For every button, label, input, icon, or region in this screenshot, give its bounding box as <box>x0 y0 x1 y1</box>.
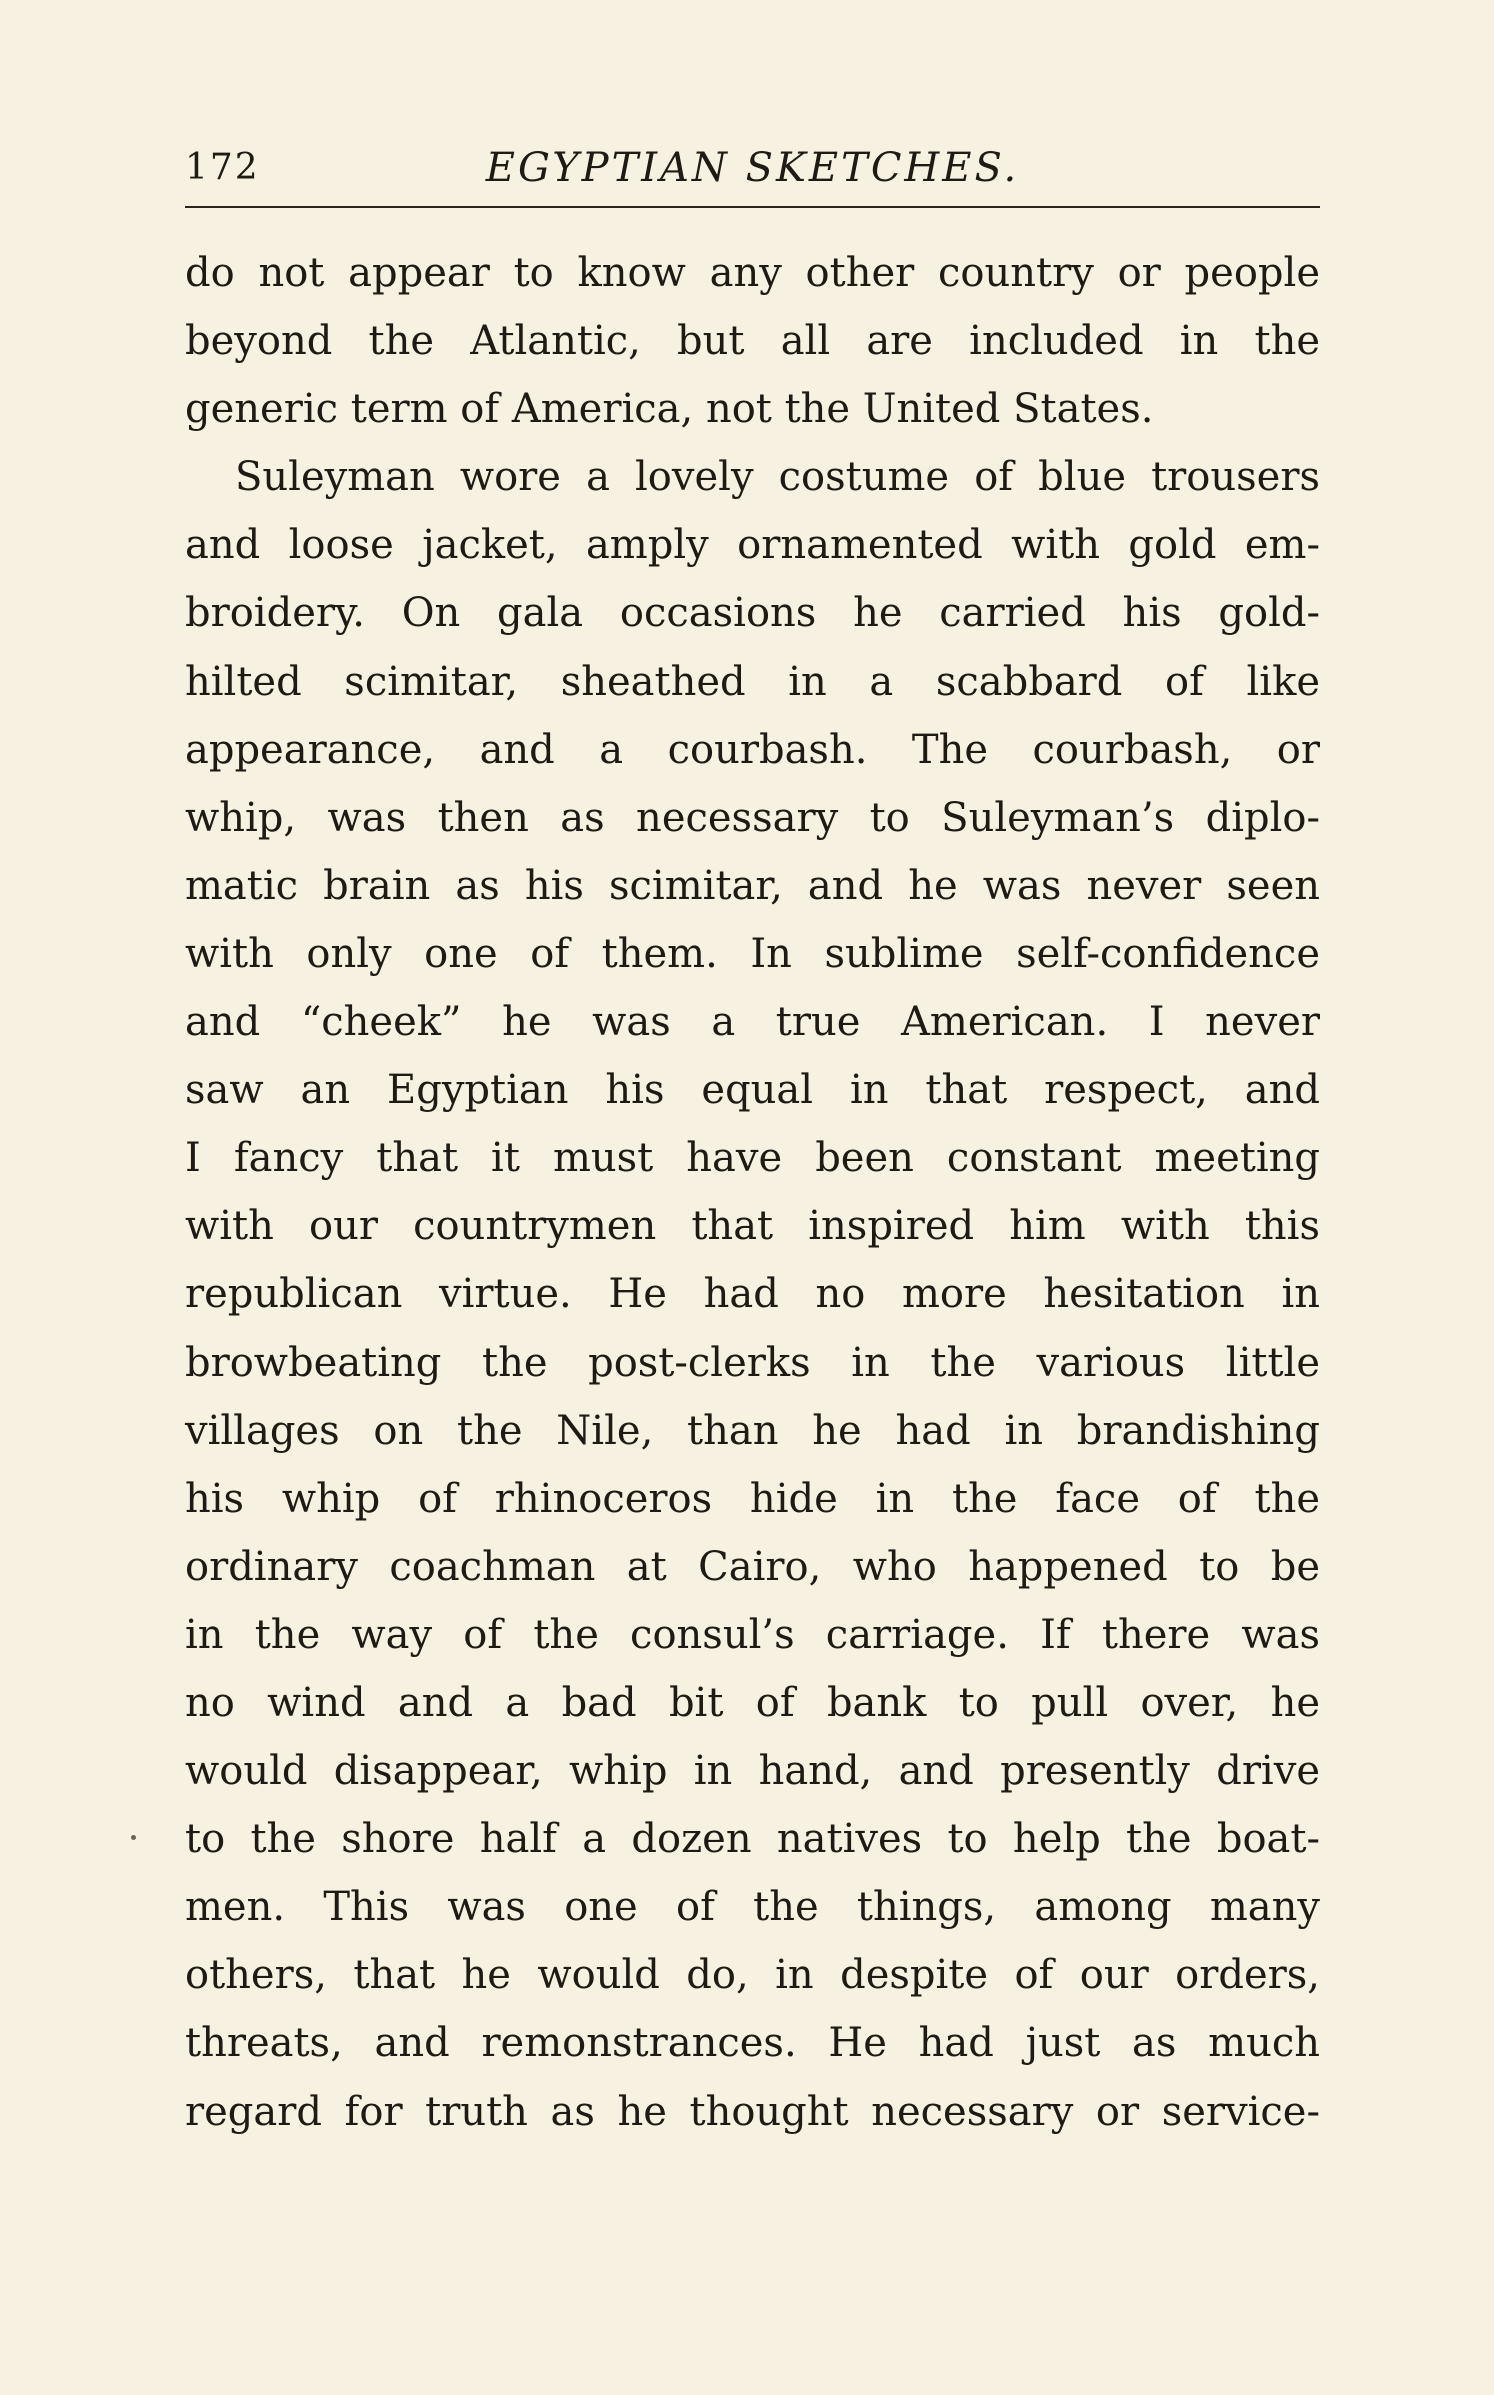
text-line: I fancy that it must have been constant meeting <box>185 1135 1320 1182</box>
text-line: matic brain as his scimitar, and he was never seen <box>185 862 1320 909</box>
text-line: with only one of them. In sublime self-confidence <box>185 930 1320 977</box>
text-line: regard for truth as he thought necessary or service- <box>185 2088 1320 2135</box>
running-title: EGYPTIAN SKETCHES. <box>485 145 1020 191</box>
text-line: his whip of rhinoceros hide in the face of the <box>185 1475 1320 1522</box>
text-line: whip, was then as necessary to Suleyman’s diplo- <box>185 794 1320 841</box>
header-rule <box>185 206 1320 208</box>
text-line: do not appear to know any other country or people <box>185 250 1320 296</box>
text-line: threats, and remonstrances. He had just as much <box>185 2020 1320 2067</box>
text-line: others, that he would do, in despite of our orders, <box>185 1952 1320 1999</box>
page-header <box>185 140 1320 200</box>
page-number: 172 <box>185 147 260 188</box>
text-line: Suleyman wore a lovely costume of blue trousers <box>235 454 1320 501</box>
text-line: hilted scimitar, sheathed in a scabbard of like <box>185 658 1320 705</box>
text-line: in the way of the consul’s carriage. If there was <box>185 1611 1320 1658</box>
text-line: to the shore half a dozen natives to help the boat- <box>185 1816 1320 1863</box>
text-line: broidery. On gala occasions he carried his gold- <box>185 590 1320 637</box>
text-line: would disappear, whip in hand, and presently drive <box>185 1748 1320 1795</box>
text-line: with our countrymen that inspired him with this <box>185 1203 1320 1250</box>
text-line: no wind and a bad bit of bank to pull over, he <box>185 1679 1320 1726</box>
text-line: men. This was one of the things, among many <box>185 1884 1320 1931</box>
text-line: appearance, and a courbash. The courbash, or <box>185 726 1320 773</box>
text-line: and “cheek” he was a true American. I never <box>185 999 1320 1046</box>
text-line: generic term of America, not the United States. <box>185 386 1154 433</box>
text-line: beyond the Atlantic, but all are included in the <box>185 318 1320 365</box>
text-line: and loose jacket, amply ornamented with gold em- <box>185 522 1320 569</box>
text-line: saw an Egyptian his equal in that respect, and <box>185 1067 1320 1114</box>
text-line: browbeating the post-clerks in the various little <box>185 1339 1320 1386</box>
margin-speck <box>131 1835 136 1840</box>
text-line: villages on the Nile, than he had in brandishing <box>185 1407 1320 1454</box>
text-line: ordinary coachman at Cairo, who happened to be <box>185 1543 1320 1590</box>
body-text <box>185 239 1320 2146</box>
text-line: republican virtue. He had no more hesitation in <box>185 1271 1320 1318</box>
